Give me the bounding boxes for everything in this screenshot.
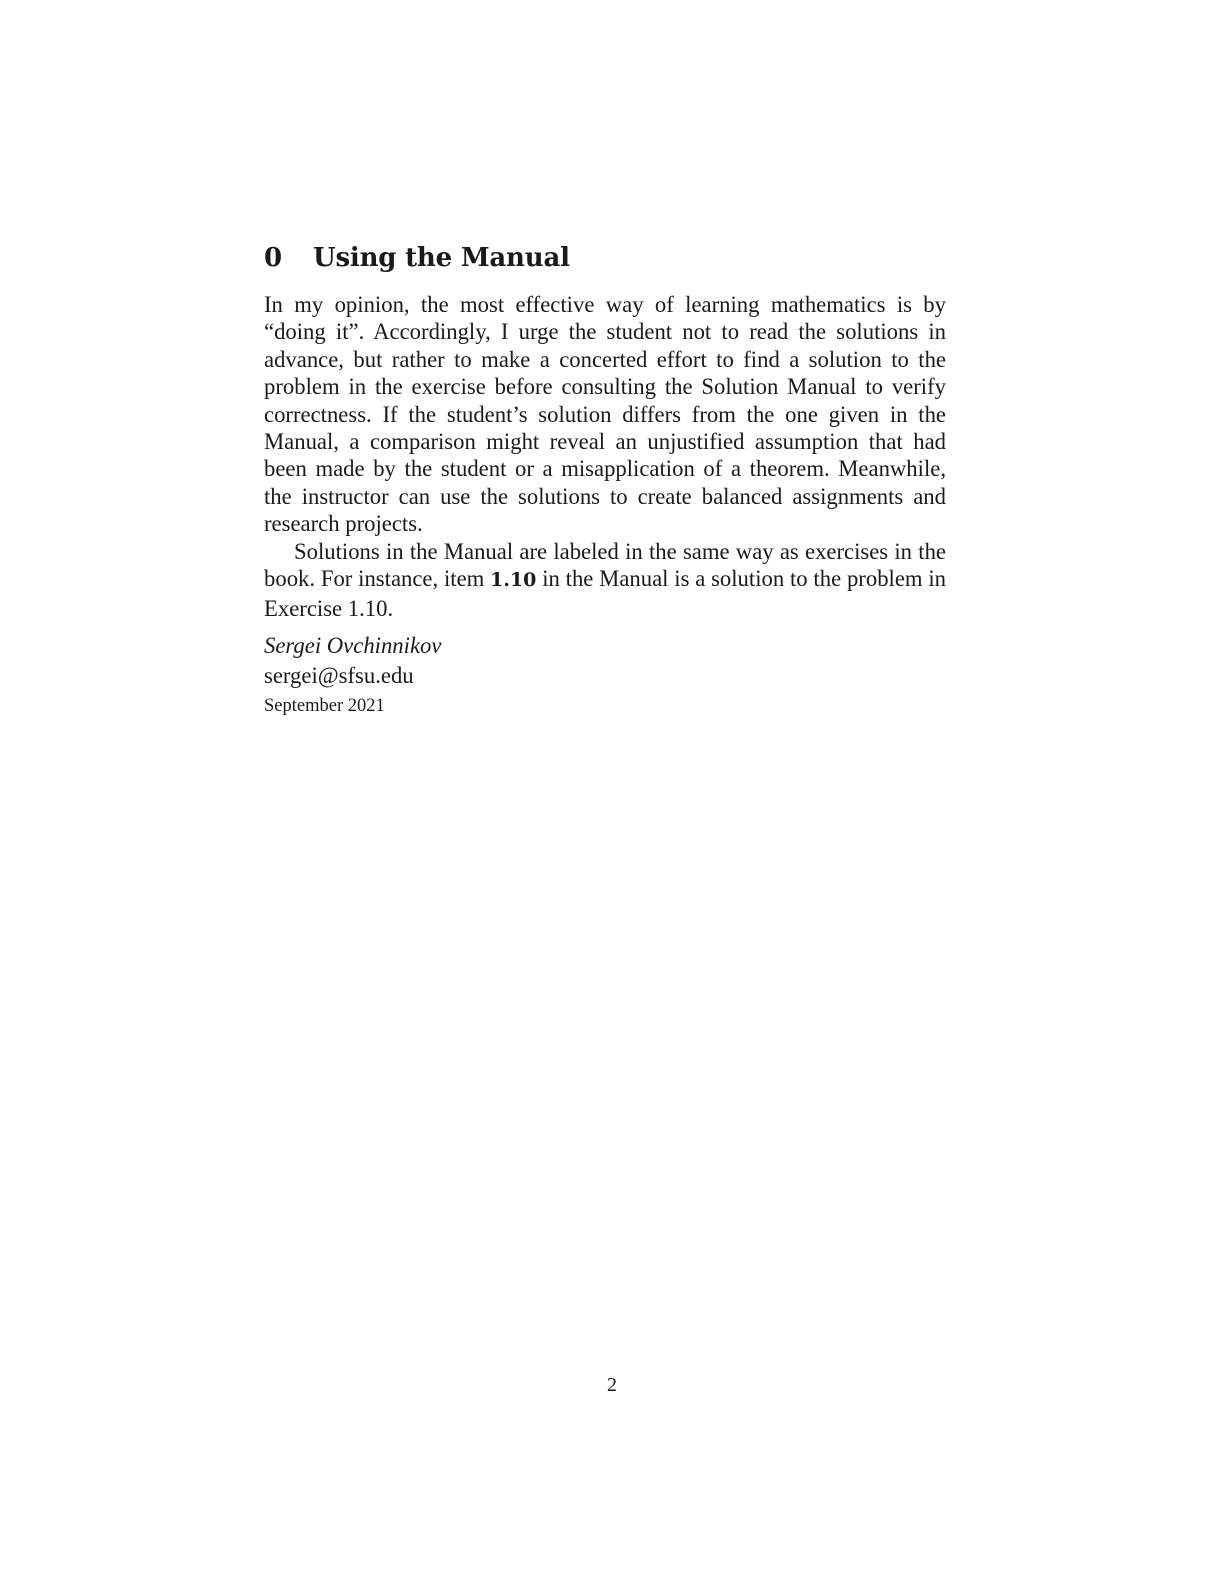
paragraph-2-after: in the Manual is a solution to the problem in Exercise 1.10. [264,566,947,621]
author-name: Sergei Ovchinnikov [264,633,442,658]
document-date: September 2021 [264,696,385,716]
author-email: sergei@sfsu.edu [264,663,414,688]
labeling-paragraph [264,538,946,622]
paragraph-2-before: Solutions in the Manual are labeled in the same way as exercises in the book. For instance, item [264,539,946,592]
section-number: 0 [264,243,282,273]
page-number: 2 [607,1374,617,1396]
paragraph-2-text [264,538,946,622]
paragraph-1-text: In my opinion, the most effective way of learning mathematics is by “doing it”. Accordingly, I urge the student not to read the solutions in advance, but rather to make a concerted effort to find a solution to the problem in the exercise before consulting the Solution Manual to verify correctness. If the student’s solution differs from the one given in the Manual, a comparison might reveal an unjustified assumption that had been made by the student or a misapplication of a theorem. Meanwhile, the instructor can use the solutions to create balanced assignments and research projects. [264,292,946,537]
section-heading [264,240,570,276]
section-title: Using the Manual [313,243,570,273]
item-label: 1.10 [490,569,537,592]
intro-paragraph [264,291,946,538]
